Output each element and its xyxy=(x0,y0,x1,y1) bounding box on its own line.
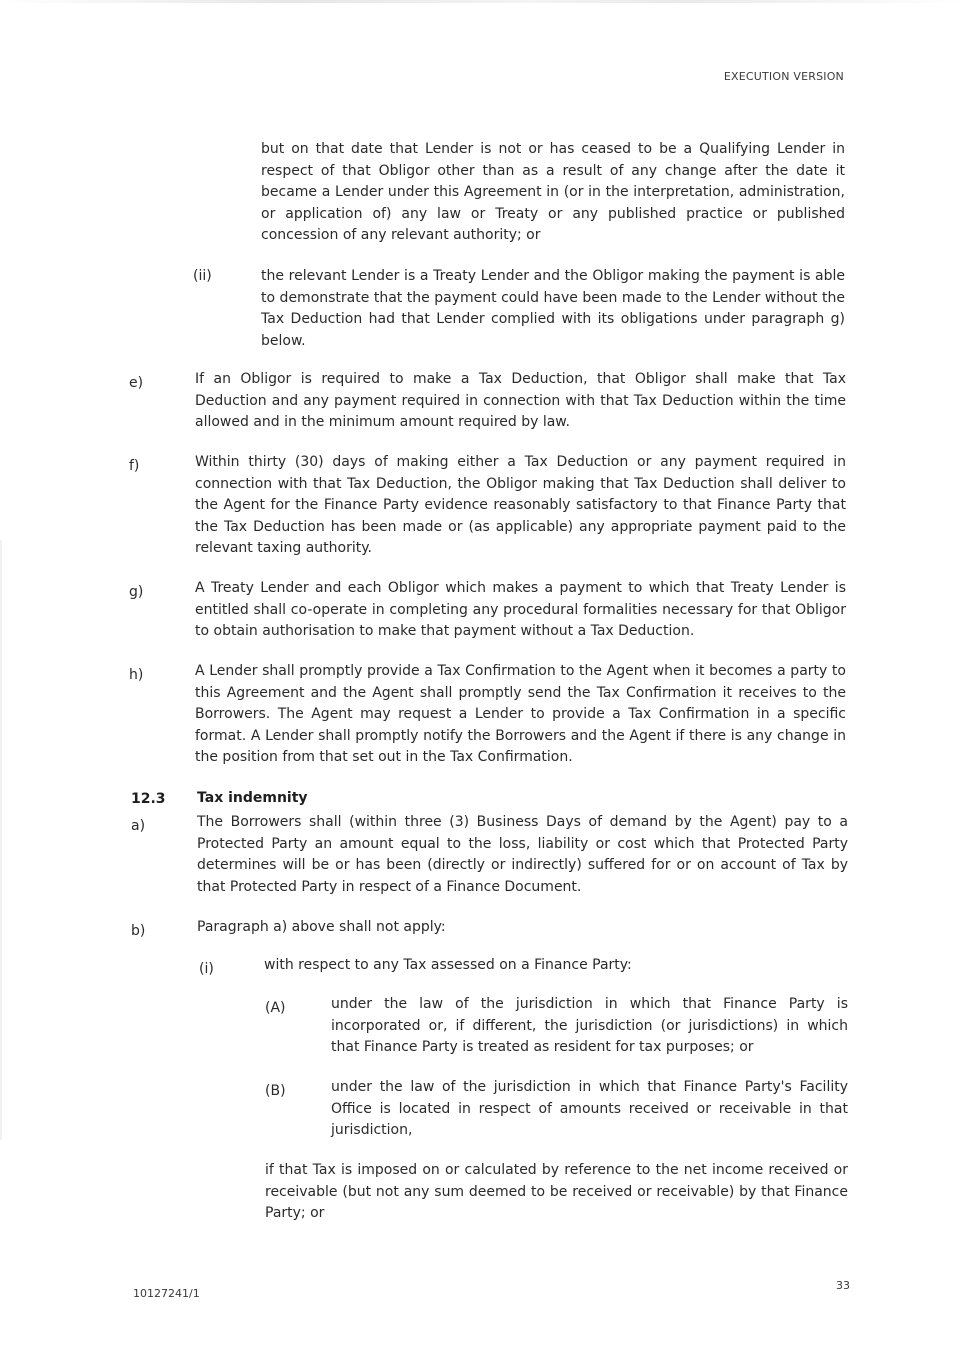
version-label: EXECUTION VERSION xyxy=(723,70,844,83)
scan-artifact-top xyxy=(0,0,966,3)
continuation-paragraph: but on that date that Lender is not or has ceased to be a Qualifying Lender in respect of that Obligor other than as a result of any change after the date it became a Lender under this Agreement in (or in the interpretation, administration, or application of) any law or Treaty or any published practice or published concession of any relevant authority; or xyxy=(261,141,845,244)
section-title: Tax indemnity xyxy=(197,790,308,806)
clause-h-text: A Lender shall promptly provide a Tax Confirmation to the Agent when it becomes a party to this Agreement and the Agent shall promptly send the Tax Confirmation it receives to the Borrowers. The Agent may request a Lender to provide a Tax Confirmation in a specific format. A Lender shall promptly notify the Borrowers and the Agent if there is any change in the position from that set out in the Tax Confirmation. xyxy=(195,663,846,766)
section-number: 12.3 xyxy=(131,791,166,807)
scan-artifact-left-edge xyxy=(0,540,2,1140)
document-reference: 10127241/1 xyxy=(133,1287,200,1300)
clause-b-i-A-text: under the law of the jurisdiction in which that Finance Party is incorporated or, if different, the jurisdiction (or jurisdictions) in which that Finance Party is treated as resident for tax purposes; or xyxy=(331,996,848,1056)
clause-b-i-trailing-text: if that Tax is imposed on or calculated by reference to the net income received or receivable (but not any sum deemed to be received or receivable) by that Finance Party; or xyxy=(265,1162,848,1222)
clause-b-i-B-number: (B) xyxy=(265,1083,286,1099)
clause-b-i-B-text: under the law of the jurisdiction in which that Finance Party's Facility Office is located in respect of amounts received or receivable in that jurisdiction, xyxy=(331,1079,848,1139)
clause-b-i-text: with respect to any Tax assessed on a Finance Party: xyxy=(264,957,632,973)
clause-b-text: Paragraph a) above shall not apply: xyxy=(197,919,446,935)
clause-b-i-A-number: (A) xyxy=(265,1000,286,1016)
clause-a-number: a) xyxy=(131,818,146,834)
clause-ii-number: (ii) xyxy=(193,268,212,284)
clause-a-text: The Borrowers shall (within three (3) Business Days of demand by the Agent) pay to a Protected Party an amount equal to the loss, liability or cost which that Protected Party determines will be or has been (directly or indirectly) suffered for or on account of Tax by that Protected Party in respect of a Finance Document. xyxy=(197,814,848,895)
clause-e-text: If an Obligor is required to make a Tax Deduction, that Obligor shall make that Tax Deduction and any payment required in connection with that Tax Deduction within the time allowed and in the minimum amount required by law. xyxy=(195,371,846,431)
clause-b-i-number: (i) xyxy=(199,961,214,977)
clause-h-number: h) xyxy=(129,667,144,683)
clause-b-number: b) xyxy=(131,923,146,939)
clause-f-text: Within thirty (30) days of making either a Tax Deduction or any payment required in connection with that Tax Deduction, the Obligor making that Tax Deduction shall deliver to the Agent for the Finance Party evidence reasonably satisfactory to that Finance Party that the Tax Deduction has been made or (as applicable) any appropriate payment paid to the relevant taxing authority. xyxy=(195,454,846,557)
page-number: 33 xyxy=(836,1279,850,1292)
clause-f-number: f) xyxy=(129,458,140,474)
clause-g-text: A Treaty Lender and each Obligor which makes a payment to which that Treaty Lender is entitled shall co-operate in completing any procedural formalities necessary for that Obligor to obtain authorisation to make that payment without a Tax Deduction. xyxy=(195,580,846,640)
clause-g-number: g) xyxy=(129,584,144,600)
clause-ii-text: the relevant Lender is a Treaty Lender and the Obligor making the payment is able to demonstrate that the payment could have been made to the Lender without the Tax Deduction had that Lender complied with its obligations under paragraph g) below. xyxy=(261,268,845,349)
clause-e-number: e) xyxy=(129,375,144,391)
